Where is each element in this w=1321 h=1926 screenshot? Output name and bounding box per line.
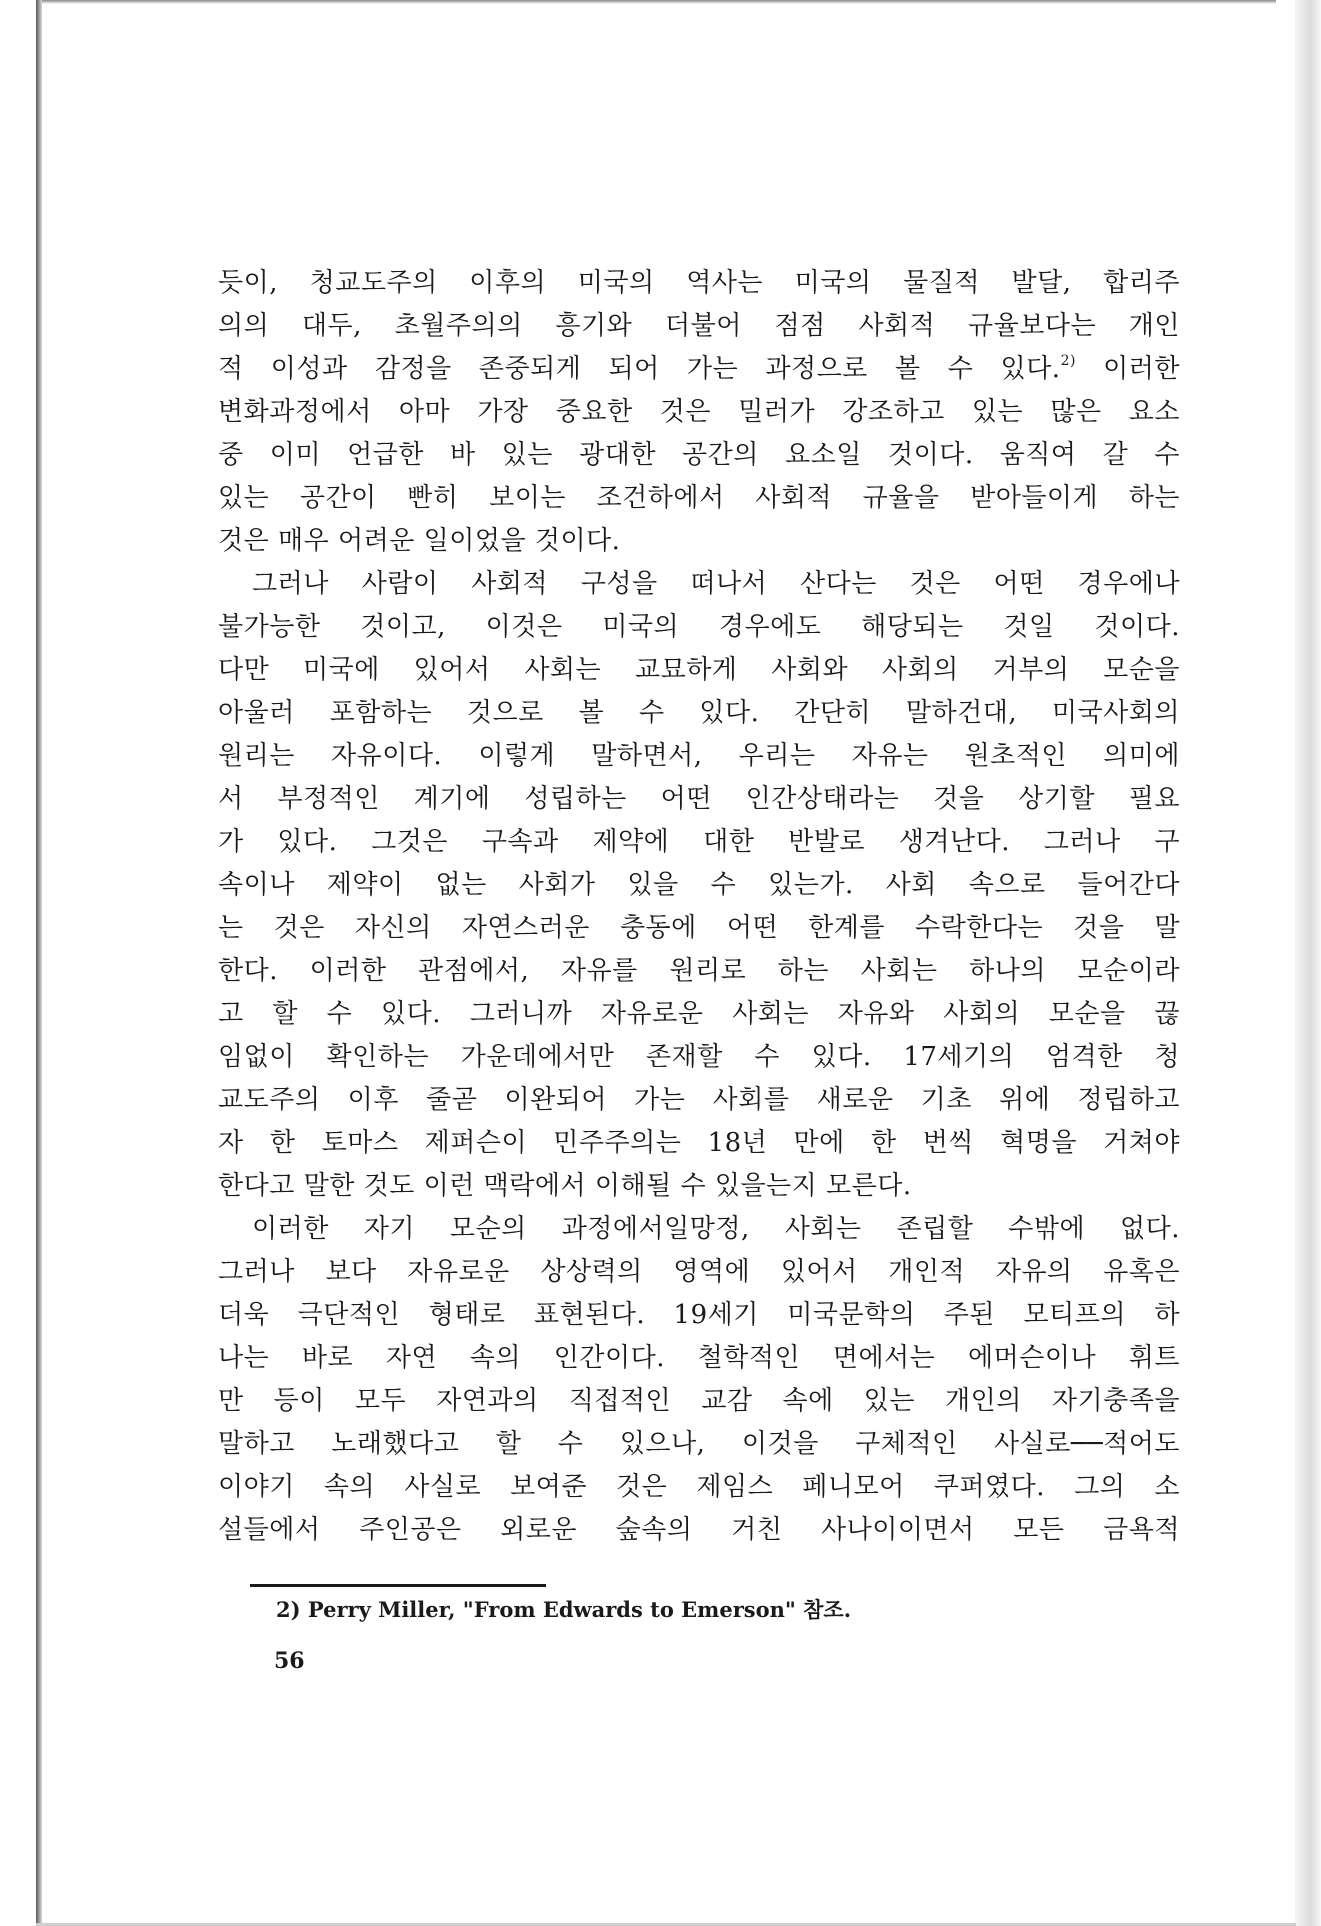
page-edge-right (1295, 0, 1321, 1926)
body-line: 속이나 제약이 없는 사회가 있을 수 있는가. 사회 속으로 들어간다 (218, 870, 1180, 900)
body-line: 것은 매우 어려운 일이었을 것이다. (218, 526, 621, 556)
body-line: 있는 공간이 빤히 보이는 조건하에서 사회적 규율을 받아들이게 하는 (218, 483, 1180, 513)
body-line: 설들에서 주인공은 외로운 숲속의 거친 사나이이면서 모든 금욕적 (218, 1515, 1180, 1545)
body-line: 교도주의 이후 줄곧 이완되어 가는 사회를 새로운 기초 위에 정립하고 (218, 1085, 1180, 1115)
body-line: 중 이미 언급한 바 있는 광대한 공간의 요소일 것이다. 움직여 갈 수 (218, 440, 1180, 470)
body-text (218, 262, 1180, 1552)
footnote-divider (250, 1584, 546, 1587)
body-line: 임없이 확인하는 가운데에서만 존재할 수 있다. 17세기의 엄격한 청 (218, 1042, 1180, 1072)
page-edge-top (36, 0, 1276, 4)
body-line: 한다고 말한 것도 이런 맥락에서 이해될 수 있을는지 모른다. (218, 1171, 912, 1201)
page-edge-left (36, 0, 42, 1926)
body-line-text: 이러한 (1075, 354, 1180, 384)
body-line-text: 적 이성과 감정을 존중되게 되어 가는 과정으로 볼 수 있다. (218, 354, 1061, 384)
body-line: 한다. 이러한 관점에서, 자유를 원리로 하는 사회는 하나의 모순이라 (218, 956, 1180, 986)
body-line: 원리는 자유이다. 이렇게 말하면서, 우리는 자유는 원초적인 의미에 (218, 741, 1180, 771)
body-line: 서 부정적인 계기에 성립하는 어떤 인간상태라는 것을 상기할 필요 (218, 784, 1180, 814)
body-line: 만 등이 모두 자연과의 직접적인 교감 속에 있는 개인의 자기충족을 (218, 1386, 1180, 1416)
body-line: 아울러 포함하는 것으로 볼 수 있다. 간단히 말하건대, 미국사회의 (218, 698, 1180, 728)
body-line: 의의 대두, 초월주의의 흥기와 더불어 점점 사회적 규율보다는 개인 (218, 311, 1180, 341)
body-line: 말하고 노래했다고 할 수 있으나, 이것을 구체적인 사실로──적어도 (218, 1429, 1180, 1459)
body-line: 고 할 수 있다. 그러니까 자유로운 사회는 자유와 사회의 모순을 끊 (218, 999, 1180, 1029)
body-line: 이러한 자기 모순의 과정에서일망정, 사회는 존립할 수밖에 없다. (252, 1214, 1180, 1244)
body-line: 자 한 토마스 제퍼슨이 민주주의는 18년 만에 한 번씩 혁명을 거쳐야 (218, 1128, 1180, 1158)
body-line: 는 것은 자신의 자연스러운 충동에 어떤 한계를 수락한다는 것을 말 (218, 913, 1180, 943)
page-number: 56 (274, 1648, 305, 1674)
body-line: 그러나 사람이 사회적 구성을 떠나서 산다는 것은 어떤 경우에나 (252, 569, 1180, 599)
body-line (218, 348, 1180, 391)
body-line: 더욱 극단적인 형태로 표현된다. 19세기 미국문학의 주된 모티프의 하 (218, 1300, 1180, 1330)
footnote: 2) Perry Miller, "From Edwards to Emerson" 참조. (276, 1597, 852, 1622)
body-line: 변화과정에서 아마 가장 중요한 것은 밀러가 강조하고 있는 많은 요소 (218, 397, 1180, 427)
body-line: 이야기 속의 사실로 보여준 것은 제임스 페니모어 쿠퍼였다. 그의 소 (218, 1472, 1180, 1502)
body-line: 불가능한 것이고, 이것은 미국의 경우에도 해당되는 것일 것이다. (218, 612, 1180, 642)
body-line: 가 있다. 그것은 구속과 제약에 대한 반발로 생겨난다. 그러나 구 (218, 827, 1180, 857)
body-line: 듯이, 청교도주의 이후의 미국의 역사는 미국의 물질적 발달, 합리주 (218, 268, 1180, 298)
body-line: 다만 미국에 있어서 사회는 교묘하게 사회와 사회의 거부의 모순을 (218, 655, 1180, 685)
body-line: 그러나 보다 자유로운 상상력의 영역에 있어서 개인적 자유의 유혹은 (218, 1257, 1180, 1287)
footnote-reference: 2) (1060, 353, 1076, 369)
body-line: 나는 바로 자연 속의 인간이다. 철학적인 면에서는 에머슨이나 휘트 (218, 1343, 1180, 1373)
